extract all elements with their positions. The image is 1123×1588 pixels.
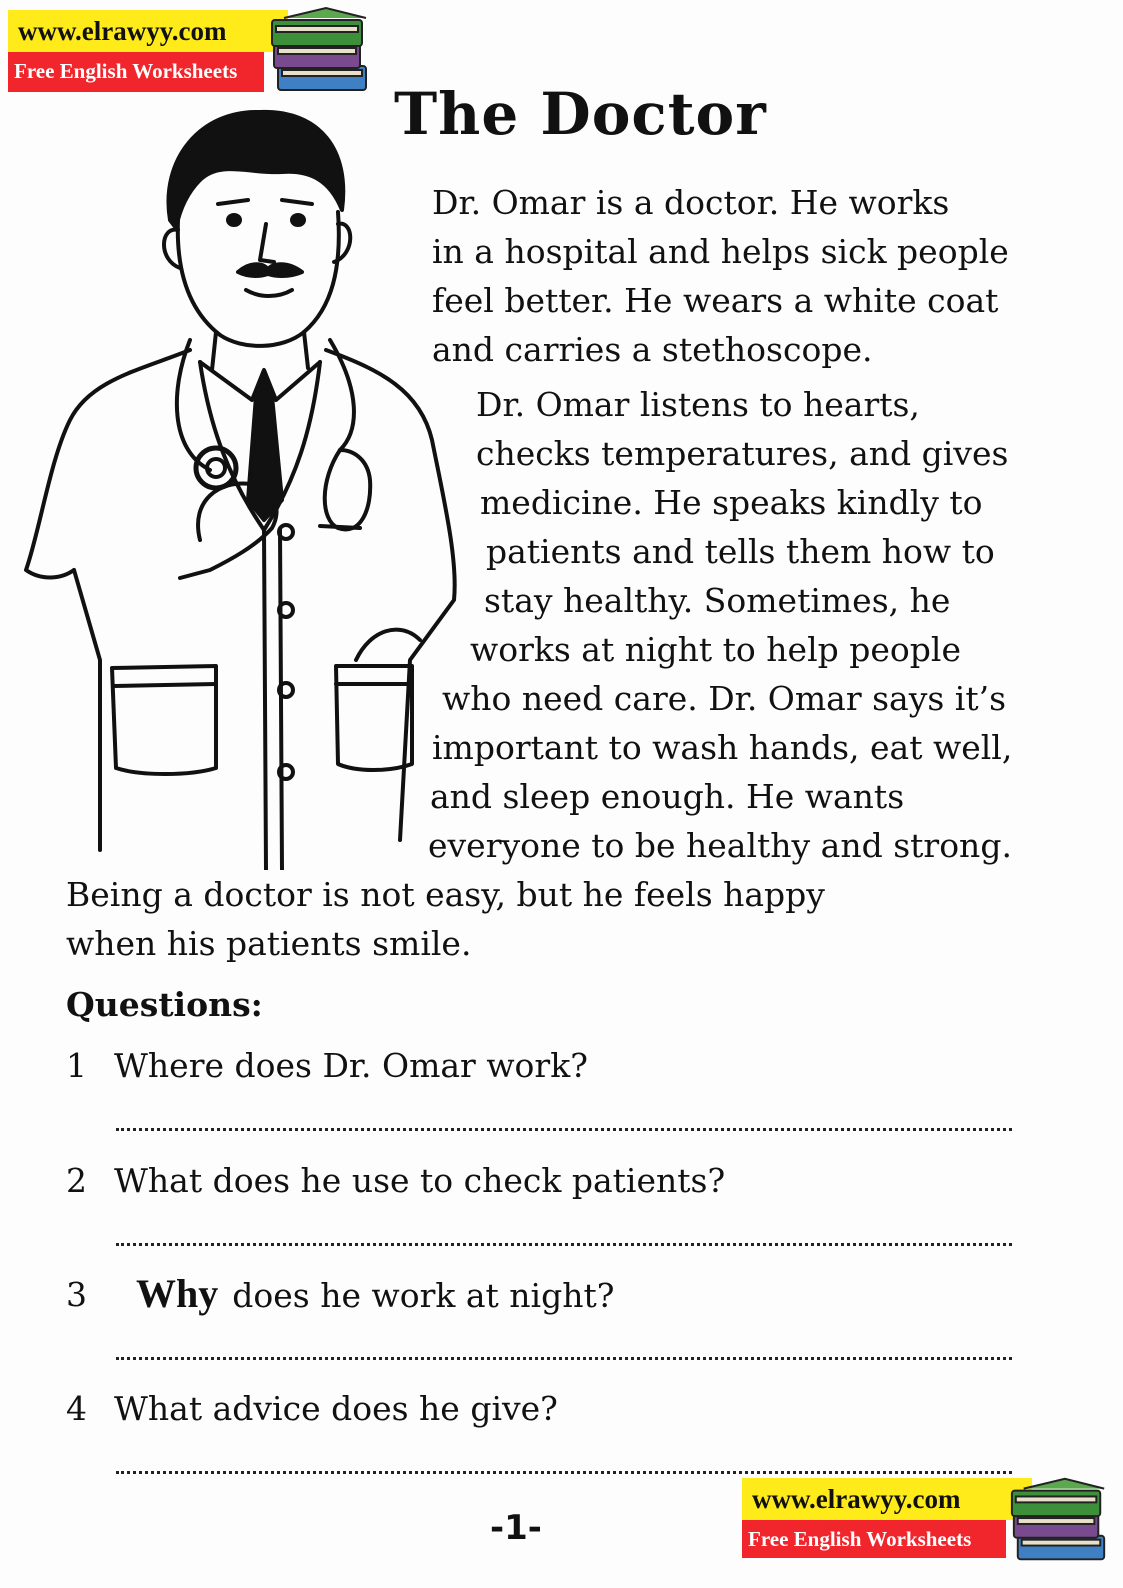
passage-line: important to wash hands, eat well, xyxy=(432,728,1013,767)
passage-line: feel better. He wears a white coat xyxy=(432,281,999,320)
passage-line: patients and tells them how to xyxy=(486,532,995,571)
passage-line: in a hospital and helps sick people xyxy=(432,232,1009,271)
answer-line[interactable] xyxy=(116,1357,1012,1360)
question-text: What advice does he give? xyxy=(114,1389,558,1428)
passage-line: everyone to be healthy and strong. xyxy=(428,826,1012,865)
answer-line[interactable] xyxy=(116,1243,1012,1246)
passage-line: who need care. Dr. Omar says it’s xyxy=(442,679,1007,718)
passage-line: Being a doctor is not easy, but he feels happy xyxy=(66,875,825,914)
books-icon xyxy=(266,4,376,100)
brand-url[interactable]: www.elrawyy.com xyxy=(8,10,288,52)
page-title: The Doctor xyxy=(394,80,767,148)
passage-line: medicine. He speaks kindly to xyxy=(480,483,983,522)
brand-url[interactable]: www.elrawyy.com xyxy=(742,1478,1032,1520)
brand-tagline: Free English Worksheets xyxy=(8,52,264,92)
passage-line: and sleep enough. He wants xyxy=(430,777,905,816)
passage-line: Dr. Omar listens to hearts, xyxy=(476,385,920,424)
question-text xyxy=(136,1270,614,1317)
question-number: 4 xyxy=(66,1389,87,1428)
passage-line: Dr. Omar is a doctor. He works xyxy=(432,183,950,222)
brand-badge-bottom[interactable] xyxy=(742,1478,1032,1558)
brand-badge-top[interactable] xyxy=(8,10,288,92)
passage-line: when his patients smile. xyxy=(66,924,472,963)
questions-heading: Questions: xyxy=(66,985,263,1024)
passage-line: checks temperatures, and gives xyxy=(476,434,1009,473)
books-icon xyxy=(1006,1474,1114,1570)
question-emphasis: Why xyxy=(136,1271,219,1316)
question-number: 1 xyxy=(66,1046,87,1085)
answer-line[interactable] xyxy=(116,1128,1012,1131)
question-text-rest: does he work at night? xyxy=(232,1276,615,1315)
answer-line[interactable] xyxy=(116,1471,1012,1474)
question-text: Where does Dr. Omar work? xyxy=(114,1046,588,1085)
brand-tagline: Free English Worksheets xyxy=(742,1520,1006,1558)
question-text: What does he use to check patients? xyxy=(114,1161,726,1200)
passage-line: stay healthy. Sometimes, he xyxy=(484,581,951,620)
passage-line: works at night to help people xyxy=(470,630,961,669)
question-number: 2 xyxy=(66,1161,87,1200)
question-number: 3 xyxy=(66,1275,87,1314)
passage-line: and carries a stethoscope. xyxy=(432,330,873,369)
doctor-illustration xyxy=(20,100,460,870)
page-number: -1- xyxy=(490,1508,542,1548)
